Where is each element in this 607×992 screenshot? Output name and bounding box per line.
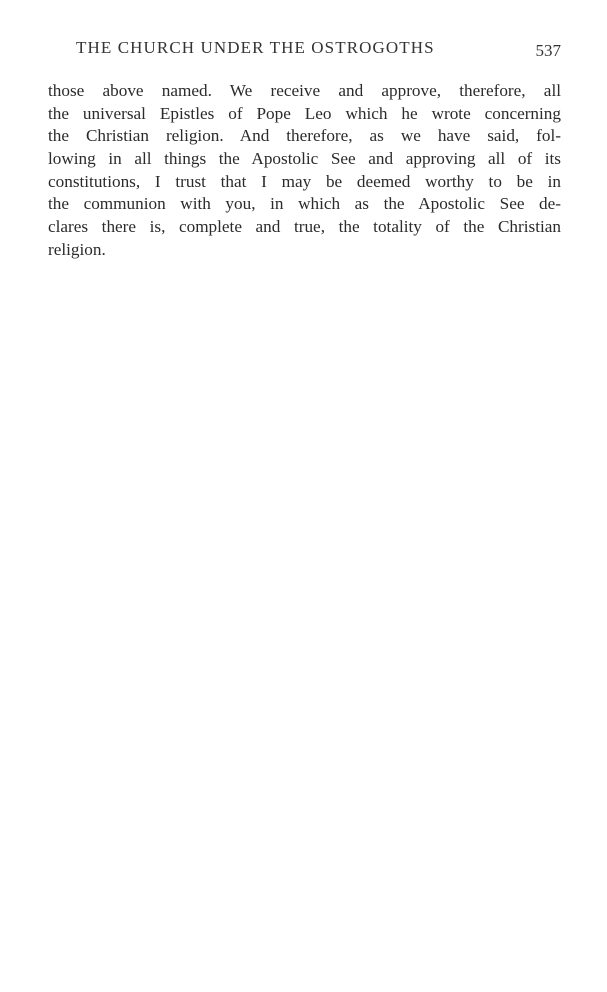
text-line: the Christian religion. And therefore, as we have said, fol-	[48, 126, 561, 146]
page-number: 537	[535, 41, 561, 60]
text-line: clares there is, complete and true, the totality of the Christian	[48, 217, 561, 237]
body-paragraph	[48, 80, 561, 262]
text-line: the communion with you, in which as the Apostolic See de-	[48, 194, 561, 214]
text-line: constitutions, I trust that I may be deemed worthy to be in	[48, 171, 561, 191]
running-head	[48, 38, 561, 64]
text-line: religion.	[48, 239, 106, 259]
text-line: the universal Epistles of Pope Leo which he wrote concerning	[48, 103, 561, 123]
text-line: those above named. We receive and approve, therefore, all	[48, 81, 561, 100]
running-title: THE CHURCH UNDER THE OSTROGOTHS	[76, 38, 435, 57]
text-line: lowing in all things the Apostolic See and approving all of its	[48, 149, 561, 169]
